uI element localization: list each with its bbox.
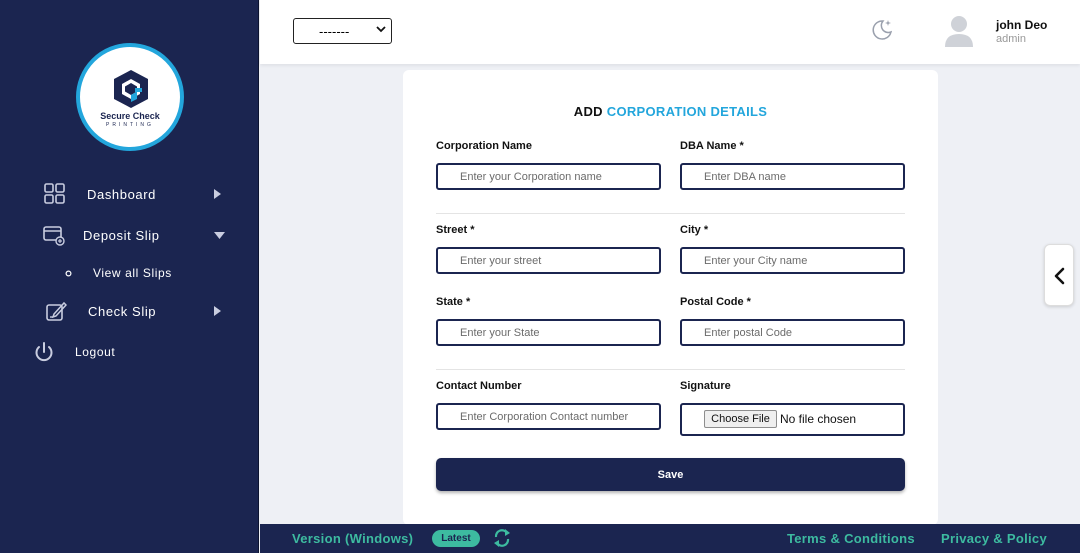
version-label: Version (Windows) xyxy=(292,531,414,546)
check-edit-icon xyxy=(45,300,67,322)
postal-code-input[interactable] xyxy=(680,319,905,346)
sidebar-item-label: Dashboard xyxy=(87,186,156,202)
user-role: admin xyxy=(996,33,1026,45)
corporation-name-input[interactable] xyxy=(436,163,661,190)
caret-right-icon xyxy=(214,189,222,199)
footer xyxy=(260,524,1080,553)
chevron-left-icon xyxy=(1052,267,1066,285)
city-input[interactable] xyxy=(680,247,905,274)
section-divider xyxy=(436,369,905,370)
privacy-link[interactable]: Privacy & Policy xyxy=(941,531,1047,546)
sidebar-item-dashboard[interactable] xyxy=(0,177,259,211)
corporation-form-card xyxy=(403,70,938,525)
moon-icon[interactable] xyxy=(870,18,894,42)
chevron-down-icon xyxy=(376,26,386,33)
street-label: Street * xyxy=(436,224,475,236)
sync-icon[interactable] xyxy=(492,528,512,548)
sidebar-item-check-slip[interactable] xyxy=(0,294,259,328)
caret-right-icon xyxy=(214,306,222,316)
sidebar-item-view-all-slips[interactable] xyxy=(0,256,259,290)
signature-label: Signature xyxy=(680,380,731,392)
city-label: City * xyxy=(680,224,709,236)
terms-link[interactable]: Terms & Conditions xyxy=(787,531,915,546)
form-title-accent: CORPORATION DETAILS xyxy=(606,104,768,119)
bullet-icon xyxy=(65,270,72,277)
sidebar-item-deposit-slip[interactable] xyxy=(0,218,259,252)
save-button[interactable]: Save xyxy=(436,458,905,491)
logo-mark-icon xyxy=(112,69,150,109)
select-value: ------- xyxy=(319,24,350,39)
sidebar-item-label: Deposit Slip xyxy=(83,227,160,243)
sidebar xyxy=(0,0,259,553)
company-select[interactable] xyxy=(293,18,392,44)
form-title-plain: ADD xyxy=(573,104,603,119)
contact-number-input[interactable] xyxy=(436,403,661,430)
deposit-icon xyxy=(43,224,65,246)
signature-file-input xyxy=(680,403,905,436)
grid-icon xyxy=(44,183,66,205)
caret-down-icon xyxy=(214,232,225,239)
dba-name-input[interactable] xyxy=(680,163,905,190)
street-input[interactable] xyxy=(436,247,661,274)
section-divider xyxy=(436,213,905,214)
top-header xyxy=(260,0,1080,64)
brand-subtitle: PRINTING xyxy=(106,122,154,128)
panel-toggle-tab[interactable] xyxy=(1044,244,1074,306)
sidebar-item-label: Logout xyxy=(75,345,116,359)
power-icon xyxy=(33,341,55,363)
dba-name-label: DBA Name * xyxy=(680,140,744,152)
state-input[interactable] xyxy=(436,319,661,346)
corporation-name-label: Corporation Name xyxy=(436,140,532,152)
sidebar-item-label: Check Slip xyxy=(88,303,157,319)
user-name: john Deo xyxy=(996,18,1048,32)
postal-code-label: Postal Code * xyxy=(680,296,751,308)
contact-number-label: Contact Number xyxy=(436,380,522,392)
form-title xyxy=(403,104,938,119)
state-label: State * xyxy=(436,296,471,308)
sidebar-item-logout[interactable] xyxy=(0,335,259,369)
choose-file-button[interactable]: Choose File xyxy=(704,410,777,428)
avatar[interactable] xyxy=(943,14,975,48)
sidebar-item-label: View all Slips xyxy=(93,266,172,280)
file-status: No file chosen xyxy=(780,412,857,426)
brand-name: Secure Check xyxy=(100,111,160,121)
brand-logo[interactable] xyxy=(76,43,184,151)
latest-badge: Latest xyxy=(432,530,480,547)
